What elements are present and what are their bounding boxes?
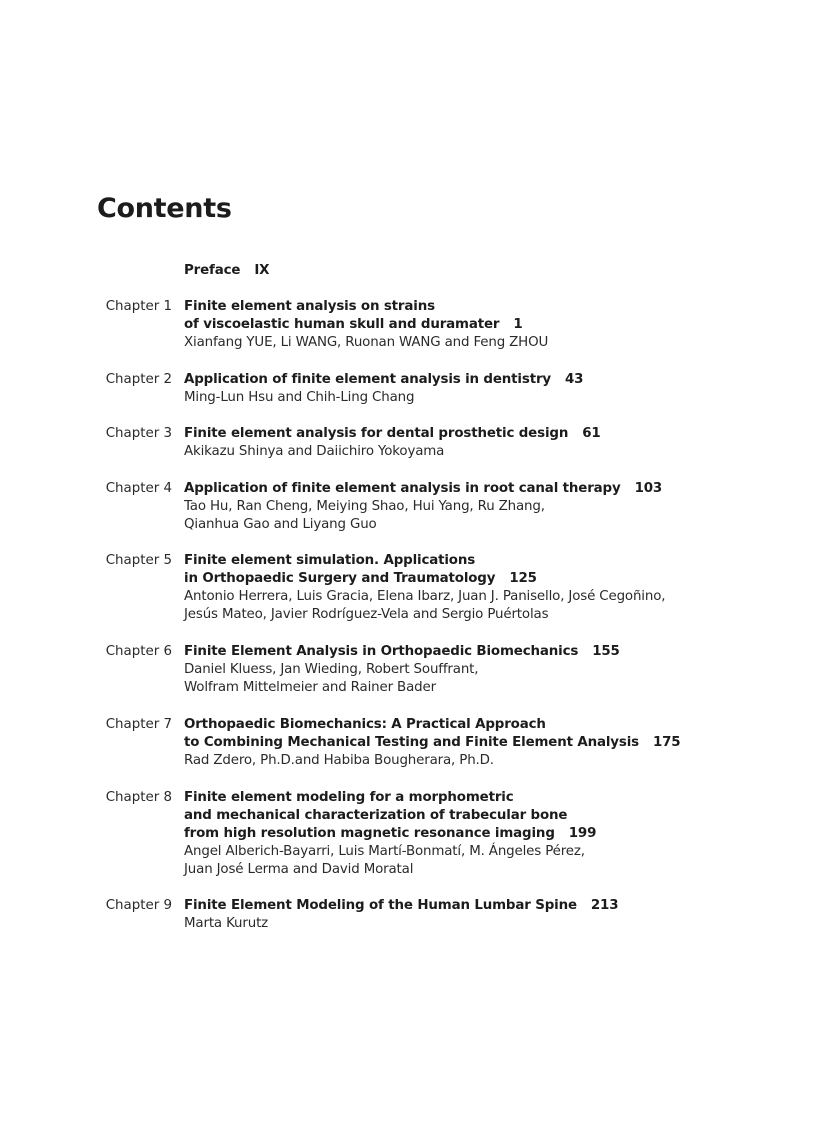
- chapter-title-line: Finite element analysis on strains: [184, 299, 435, 314]
- toc-page-number: 43: [564, 372, 584, 387]
- chapter-title-line: Finite Element Modeling of the Human Lumbar Spine 213: [184, 898, 619, 913]
- chapter-authors: Jesús Mateo, Javier Rodríguez-Vela and Sergio Puértolas: [184, 607, 549, 623]
- chapter-title-line: Application of finite element analysis in root canal therapy 103: [184, 481, 663, 496]
- chapter-title-line: Orthopaedic Biomechanics: A Practical Approach: [184, 717, 546, 732]
- chapter-authors: Antonio Herrera, Luis Gracia, Elena Ibarz, Juan J. Panisello, José Cegoñino,: [184, 589, 666, 605]
- chapter-title-line: Application of finite element analysis in dentistry 43: [184, 372, 584, 387]
- chapter-label: Chapter 1: [105, 299, 172, 314]
- toc-page-number: 125: [509, 571, 537, 587]
- chapter-title-line: of viscoelastic human skull and duramater 1: [184, 317, 523, 333]
- chapter-authors: Xianfang YUE, Li WANG, Ruonan WANG and Feng ZHOU: [184, 335, 549, 351]
- chapter-label: Chapter 9: [105, 898, 172, 913]
- chapter-title-line: Finite element simulation. Applications: [184, 553, 476, 568]
- chapter-authors: Ming-Lun Hsu and Chih-Ling Chang: [184, 390, 415, 406]
- toc-page-number: 199: [568, 826, 597, 842]
- chapter-label: Chapter 5: [105, 553, 172, 568]
- chapter-title-line: Finite element modeling for a morphometric: [184, 790, 514, 805]
- chapter-authors: Akikazu Shinya and Daiichiro Yokoyama: [184, 444, 445, 460]
- toc-entry-title: Preface IX: [184, 263, 270, 278]
- chapter-authors: Rad Zdero, Ph.D.and Habiba Bougherara, Ph.D.: [184, 753, 494, 769]
- chapter-authors: Wolfram Mittelmeier and Rainer Bader: [184, 680, 436, 696]
- toc-page-number: 175: [652, 735, 681, 751]
- chapter-title-line: from high resolution magnetic resonance imaging 199: [184, 826, 597, 842]
- chapter-label: Chapter 8: [105, 790, 172, 805]
- chapter-authors: Juan José Lerma and David Moratal: [184, 862, 414, 878]
- chapter-label: Chapter 7: [105, 717, 172, 732]
- chapter-authors: Qianhua Gao and Liyang Guo: [184, 517, 377, 533]
- chapter-authors: Tao Hu, Ran Cheng, Meiying Shao, Hui Yang, Ru Zhang,: [184, 499, 545, 515]
- toc-page-number: IX: [254, 263, 270, 278]
- chapter-label: Chapter 2: [105, 372, 172, 387]
- chapter-title-line: Finite element analysis for dental prosthetic design 61: [184, 426, 601, 441]
- chapter-authors: Daniel Kluess, Jan Wieding, Robert Souffrant,: [184, 662, 479, 678]
- chapter-title-line: and mechanical characterization of trabecular bone: [184, 808, 568, 824]
- toc-page-number: 213: [590, 898, 619, 913]
- toc-page-number: 1: [513, 317, 523, 333]
- chapter-title-line: in Orthopaedic Surgery and Traumatology 125: [184, 571, 537, 587]
- toc-page-number: 155: [592, 644, 620, 659]
- page-title: Contents: [97, 193, 232, 224]
- toc-page-number: 61: [582, 426, 601, 441]
- chapter-label: Chapter 6: [105, 644, 172, 659]
- chapter-label: Chapter 3: [105, 426, 172, 441]
- chapter-label: Chapter 4: [105, 481, 172, 496]
- chapter-authors: Angel Alberich-Bayarri, Luis Martí-Bonmatí, M. Ángeles Pérez,: [184, 844, 585, 860]
- chapter-title-line: to Combining Mechanical Testing and Finite Element Analysis 175: [184, 735, 681, 751]
- toc-page-number: 103: [634, 481, 663, 496]
- chapter-authors: Marta Kurutz: [184, 916, 269, 932]
- chapter-title-line: Finite Element Analysis in Orthopaedic Biomechanics 155: [184, 644, 620, 659]
